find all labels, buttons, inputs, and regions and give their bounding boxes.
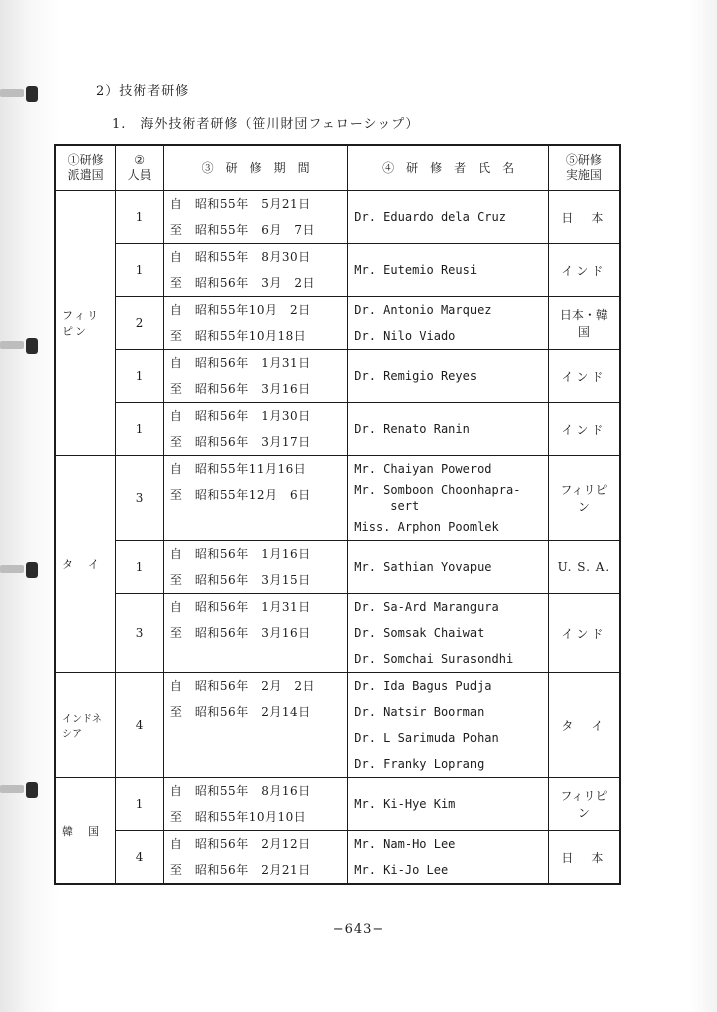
period-cell bbox=[163, 350, 347, 403]
names-cell bbox=[348, 191, 549, 244]
period-to: 至 昭和56年 3月15日 bbox=[169, 573, 311, 587]
table-row bbox=[55, 403, 620, 456]
header-names: ④ 研 修 者 氏 名 bbox=[348, 145, 549, 191]
trainee-name: Mr. Nam-Ho Lee bbox=[354, 837, 456, 851]
binder-hole-icon bbox=[26, 782, 38, 798]
period-to: 至 昭和56年 3月16日 bbox=[169, 382, 311, 396]
period-cell bbox=[163, 673, 347, 778]
names-cell bbox=[348, 541, 549, 594]
period-from: 自 昭和55年11月16日 bbox=[169, 462, 307, 476]
period-from: 自 昭和56年 1月31日 bbox=[169, 356, 311, 370]
table-row bbox=[55, 350, 620, 403]
period-to: 至 昭和56年 3月 2日 bbox=[169, 276, 315, 290]
table-row bbox=[55, 244, 620, 297]
trainee-name: Mr. Ki-Hye Kim bbox=[354, 797, 456, 811]
header-country bbox=[55, 145, 116, 191]
host-cell: インド bbox=[548, 350, 620, 403]
header-people-number: ② bbox=[134, 153, 145, 167]
names-cell bbox=[348, 831, 549, 885]
table-row bbox=[55, 594, 620, 673]
period-to: 至 昭和55年 6月 7日 bbox=[169, 223, 315, 237]
names-cell bbox=[348, 594, 549, 673]
host-cell: フィリピン bbox=[548, 456, 620, 541]
period-to: 至 昭和55年10月18日 bbox=[169, 329, 307, 343]
header-country-label: 派遣国 bbox=[67, 168, 104, 182]
names-cell bbox=[348, 778, 549, 831]
table-header-row bbox=[55, 145, 620, 191]
binder-holes bbox=[0, 0, 40, 1012]
period-from: 自 昭和56年 2月 2日 bbox=[169, 679, 315, 693]
period-cell bbox=[163, 778, 347, 831]
people-cell: 3 bbox=[116, 594, 164, 673]
period-cell bbox=[163, 594, 347, 673]
people-cell: 1 bbox=[116, 541, 164, 594]
host-cell: インド bbox=[548, 594, 620, 673]
names-cell bbox=[348, 673, 549, 778]
people-cell: 1 bbox=[116, 244, 164, 297]
trainee-name: Mr. Somboon Choonhapra- bbox=[354, 483, 521, 497]
period-from: 自 昭和55年 8月16日 bbox=[169, 784, 311, 798]
trainee-name: Dr. Somsak Chaiwat bbox=[354, 626, 485, 640]
table-row bbox=[55, 456, 620, 541]
trainee-name: Dr. Ida Bagus Pudja bbox=[354, 679, 492, 693]
country-cell: フィリピン bbox=[55, 191, 116, 456]
period-cell bbox=[163, 403, 347, 456]
people-cell: 4 bbox=[116, 673, 164, 778]
trainee-name: Dr. Sa-Ard Marangura bbox=[354, 600, 499, 614]
period-cell bbox=[163, 297, 347, 350]
people-cell: 1 bbox=[116, 778, 164, 831]
trainee-name: Dr. Eduardo dela Cruz bbox=[354, 210, 506, 224]
period-to: 至 昭和55年10月10日 bbox=[169, 810, 307, 824]
host-cell: 日本・韓国 bbox=[548, 297, 620, 350]
trainee-name: sert bbox=[390, 499, 420, 513]
sub-heading: 1. 海外技術者研修（笹川財団フェローシップ） bbox=[112, 117, 420, 132]
period-from: 自 昭和56年 1月16日 bbox=[169, 547, 311, 561]
country-cell: 韓 国 bbox=[55, 778, 116, 885]
binder-hole-icon bbox=[26, 562, 38, 578]
period-cell bbox=[163, 831, 347, 885]
people-cell: 4 bbox=[116, 831, 164, 885]
trainee-name: Mr. Chaiyan Powerod bbox=[354, 462, 492, 476]
trainee-name: Mr. Eutemio Reusi bbox=[354, 263, 478, 277]
header-host-label: 実施国 bbox=[565, 168, 602, 182]
header-people bbox=[116, 145, 164, 191]
table-row bbox=[55, 297, 620, 350]
header-people-label: 人員 bbox=[127, 168, 152, 182]
table-row bbox=[55, 191, 620, 244]
names-cell bbox=[348, 297, 549, 350]
trainee-name: Mr. Sathian Yovapue bbox=[354, 560, 492, 574]
country-cell: インドネシア bbox=[55, 673, 116, 778]
period-cell bbox=[163, 244, 347, 297]
table-row bbox=[55, 541, 620, 594]
page-number: −643− bbox=[332, 922, 385, 937]
trainee-name: Miss. Arphon Poomlek bbox=[354, 520, 499, 534]
people-cell: 2 bbox=[116, 297, 164, 350]
table-row bbox=[55, 673, 620, 778]
period-from: 自 昭和55年10月 2日 bbox=[169, 303, 311, 317]
period-cell bbox=[163, 541, 347, 594]
table-row bbox=[55, 831, 620, 885]
section-heading: 2）技術者研修 bbox=[96, 84, 190, 99]
period-to: 至 昭和56年 2月14日 bbox=[169, 705, 311, 719]
fellowship-table bbox=[54, 144, 621, 885]
trainee-name: Dr. Nilo Viado bbox=[354, 329, 456, 343]
period-to: 至 昭和55年12月 6日 bbox=[169, 488, 311, 502]
header-period: ③ 研 修 期 間 bbox=[163, 145, 347, 191]
host-cell: インド bbox=[548, 244, 620, 297]
trainee-name: Dr. Franky Loprang bbox=[354, 757, 485, 771]
trainee-name: Dr. Somchai Surasondhi bbox=[354, 652, 514, 666]
table-row bbox=[55, 778, 620, 831]
host-cell: 日 本 bbox=[548, 831, 620, 885]
trainee-name: Dr. Antonio Marquez bbox=[354, 303, 492, 317]
period-to: 至 昭和56年 3月16日 bbox=[169, 626, 311, 640]
period-to: 至 昭和56年 2月21日 bbox=[169, 863, 311, 877]
period-from: 自 昭和56年 1月30日 bbox=[169, 409, 311, 423]
period-from: 自 昭和56年 2月12日 bbox=[169, 837, 311, 851]
period-to: 至 昭和56年 3月17日 bbox=[169, 435, 311, 449]
header-host bbox=[548, 145, 620, 191]
host-cell: インド bbox=[548, 403, 620, 456]
header-host-number: ⑤研修 bbox=[565, 153, 602, 167]
binder-hole-icon bbox=[26, 338, 38, 354]
people-cell: 3 bbox=[116, 456, 164, 541]
names-cell bbox=[348, 456, 549, 541]
period-cell bbox=[163, 456, 347, 541]
host-cell: フィリピン bbox=[548, 778, 620, 831]
trainee-name: Dr. Natsir Boorman bbox=[354, 705, 485, 719]
names-cell bbox=[348, 244, 549, 297]
country-cell: タ イ bbox=[55, 456, 116, 673]
period-from: 自 昭和55年 5月21日 bbox=[169, 197, 311, 211]
trainee-name: Mr. Ki-Jo Lee bbox=[354, 863, 449, 877]
people-cell: 1 bbox=[116, 403, 164, 456]
host-cell: 日 本 bbox=[548, 191, 620, 244]
period-cell bbox=[163, 191, 347, 244]
host-cell: タ イ bbox=[548, 673, 620, 778]
trainee-name: Dr. L Sarimuda Pohan bbox=[354, 731, 499, 745]
trainee-name: Dr. Renato Ranin bbox=[354, 422, 470, 436]
header-country-number: ①研修 bbox=[67, 153, 104, 167]
host-cell: U. S. A. bbox=[548, 541, 620, 594]
names-cell bbox=[348, 403, 549, 456]
people-cell: 1 bbox=[116, 191, 164, 244]
binder-hole-icon bbox=[26, 86, 38, 102]
trainee-name: Dr. Remigio Reyes bbox=[354, 369, 478, 383]
names-cell bbox=[348, 350, 549, 403]
period-from: 自 昭和55年 8月30日 bbox=[169, 250, 311, 264]
people-cell: 1 bbox=[116, 350, 164, 403]
period-from: 自 昭和56年 1月31日 bbox=[169, 600, 311, 614]
